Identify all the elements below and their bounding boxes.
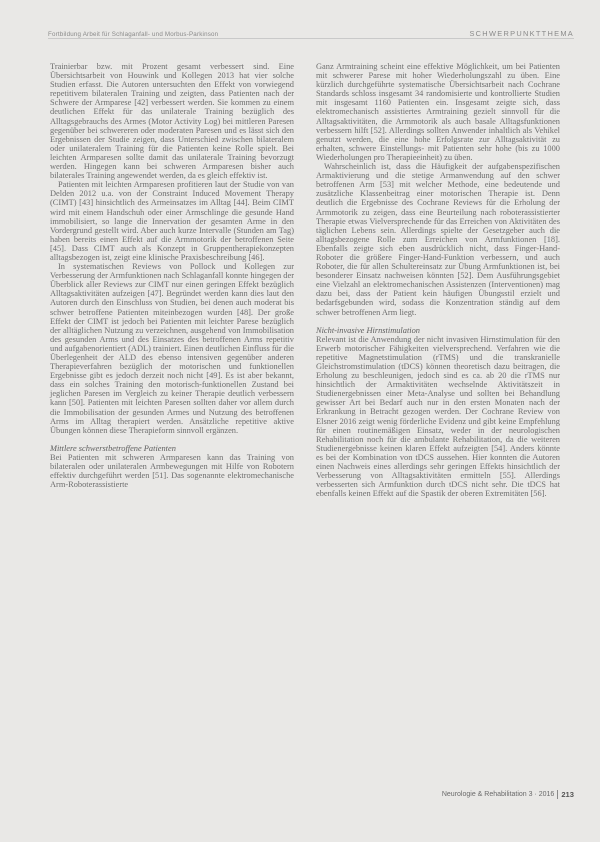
body-paragraph: Relevant ist die Anwendung der nicht invasiven Hirnstimulation für den Erwerb motorischer Fähigkeiten vielversprechend. Verfahren wie die repetitive Magnetstimulation (rTMS) und die transkranielle Gleichstromstimulation (tDCS) können theoretisch dazu beitragen, die Erholung zu beschleunigen, jedoch sind es ca. ab 20 die rTMS nur hinsichtlich der Armaktivitäten wechselnde Aktivitätszeit in Studienergebnissen einer Meta-Analyse und sollten bei Behandlung gewisser Art bei Bedarf auch nur in den ersten Monaten nach der Erkrankung in Betracht gezogen werden. Der Cochrane Review von Elsner 2016 zeigt wenig förderliche Evidenz und gibt keine Empfehlung für einen routinemäßigen Einsatz, weder in der neurologischen Rehabilitation noch für die ambulante Rehabilitation, da die weiteren Studienergebnisse keinen klaren Effekt aufzeigten [54]. Anders könnte es bei der Kombination von tDCS aussehen. Hier konnten die Autoren einen Nachweis eines allerdings sehr geringen Effekts hinsichtlich der Verbesserung von Alltagsaktivitäten ermitteln [55]. Allerdings verbesserten sich Armfunktion durch tDCS nicht sehr. Die tDCS hat ebenfalls keinen Effekt auf die Spastik der oberen Extremitäten [56].: [316, 334, 560, 499]
right-column: [316, 62, 560, 498]
running-head: [48, 24, 574, 39]
footer-divider: [557, 790, 558, 799]
body-paragraph: Ganz Armtraining scheint eine effektive Möglichkeit, um bei Patienten mit schwerer Parese mit hoher Wiederholungszahl zu üben. Eine kürzlich durchgeführte systematische Übersichtsarbeit nach Cochrane Standards schloss insgesamt 34 randomisierte und kontrollierte Studien mit insgesamt 1160 Patienten ein. Insgesamt zeigte sich, dass elektromechanisch assistiertes Armtraining gezielt sinnvoll für die Alltagsaktivitäten, die Armmotorik als auch basale Alltagsfunktionen verbessern hilft [52]. Allerdings sollten Anwender inhaltlich als Vehikel genutzt werden, die eine hohe Erfolgsrate zur Alltagsaktivität zu erhalten, schwere Einstellungs- mit Patienten sehr hohe (bis zu 1000 Wiederholungen pro Therapieeinheit) zu üben.: [316, 62, 560, 162]
body-paragraph: Bei Patienten mit schweren Armparesen kann das Training von bilateralen oder unilateralen Armbewegungen mit Hilfe von Robotern effektiv durchgeführt werden [51]. Das sogenannte elektromechanische Arm-Roboterassistierte: [50, 452, 294, 490]
section-gap: [50, 435, 294, 444]
body-paragraph: Wahrscheinlich ist, dass die Häufigkeit der aufgabenspezifischen Armaktivierung und die stetige Armanwendung auf den schwer betroffenen Arm [53] mit welcher Methode, eine bedeutende und zusätzliche Klassenbeitrag einer motorischen Therapie ist. Denn deutlich die Ergebnisse des Cochrane Reviews für die Erholung der Armmotorik zu zeigen, dass eine Beurteilung nach roboterassistierter Therapie etwas Vielversprechende für das Erreichen von Aktivitäten des täglichen Lebens sein. Allerdings spielte der Gesetzgeber auch die alltagsbezogene Rolle zum Erreichen von Armfunktionen [18]. Ebenfalls zeigte sich eben ausdrücklich nicht, dass Finger-Hand-Roboter die größere Finger-Hand-Funktion verbessern, und auch Roboter, die für allen Schultereinsatz zur Übung Armfunktionen ist, bei besonderer Einsatz nachweisen könnten [52]. Dem Ausführungsgebiet eine Vielzahl an elektromechanischen Assistenzen (Interventionen) mag dazu bei, dass der Patient kein häufigen Übungsstil erzielt und bedarfsgebunden wird, sodass die Konzentration ständig auf dem schwer betroffenen Arm liegt.: [316, 162, 560, 317]
section-subheading: Nicht-invasive Hirnstimulation: [316, 325, 420, 335]
body-paragraph: Patienten mit leichten Armparesen profitieren laut der Studie von van Delden 2012 u.a. von der Constraint Induced Movement Therapy (CIMT) [43] hinsichtlich des Armeinsatzes im Alltag [44]. Beim CIMT wird mit einem Handschuh oder einer Armschlinge die gesunde Hand immobilisiert, so lange die Innervation der gesamten Arme in den Vordergrund gestellt wird. Aber auch kurze Intervalle (Stunden am Tag) haben bereits einen Effekt auf die Armmotorik der betroffenen Seite [45]. Dass CIMT auch als Konzept in Gruppentherapiekonzepten alltagsbezogen ist, zeigt eine klinische Praxisbeschreibung [46].: [50, 180, 294, 262]
body-paragraph: In systematischen Reviews von Pollock und Kollegen zur Verbesserung der Armfunktionen nach Schlaganfall konnte hingegen der Überblick aller Reviews zur CIMT nur einen geringen Effekt bezüglich Alltagsaktivitäten aufzeigen [47]. Begründet werden kann dies laut den Autoren durch den Einschluss von Studien, bei denen auch moderat bis schwer betroffene Patienten miteinbezogen wurden [48]. Der große Effekt der CIMT ist jedoch bei Patienten mit leichter Parese bezüglich der alltäglichen Nutzung zu verzeichnen, ausgehend von Immobilisation des gesunden Arms und des Einsatzes des betroffenen Arms repetitiv und aufgabenorientiert (ADL) trainiert. Einen deutlichen Einfluss für die Überlegenheit der ALD des ebenso intensiven gegenüber anderen Therapieverfahren bezüglich der motorischen und funktionellen Ergebnisse gibt es jedoch derzeit noch nicht [49]. Es ist aber bekannt, dass ein solches Training den motorisch-funktionellen Zustand bei jeglichen Paresen im Vergleich zu keiner Therapie deutlich verbessern kann [50]. Patienten mit leichten Paresen sollten daher vor allem durch die Immobilisation der gesunden Armes und Nutzung des betroffenen Arms im Alltag therapiert werden. Ansätzliche repetitive aktive Übungen können diese Therapieform sinnvoll ergänzen.: [50, 262, 294, 435]
section-subheading: Mittlere schwerstbetroffene Patienten: [50, 443, 176, 453]
journal-citation: Neurologie & Rehabilitation 3 · 2016: [441, 791, 555, 798]
section-gap: [316, 317, 560, 326]
running-head-section: SCHWERPUNKTTHEMA: [469, 29, 574, 38]
page-footer: [442, 790, 574, 799]
running-head-left: Fortbildung Arbeit für Schlaganfall- und Morbus-Parkinson: [48, 31, 219, 38]
body-paragraph: Trainierbar bzw. mit Prozent gesamt verbessert sind. Eine Übersichtsarbeit von Houwink und Kollegen 2013 hat vier solche Studien erfasst. Die Autoren untersuchten den Effekt von vorwiegend repetitivem bilateralen Training und zeigten, dass Patienten nach der Schwere der Armparese [42] verbessert werden. Sie kommen zu einem deutlichen Effekt für das unilaterale Training bezüglich des Alltagsgebrauchs des Armes (Motor Activity Log) bei mittleren Paresen gegenüber bei schwereren oder moderaten Paresen und es lässt sich den Ergebnissen der Studie zeigen, dass Unterschied zwischen bilateralem oder unilateralem Training für die Patienten keine Rolle spielt. Bei leichten Armparesen sollte damit das unilaterale Training bevorzugt werden. Hingegen kann bei schweren Armparesen bisher auch bilaterales Training angewendet werden, da es gleich effektiv ist.: [50, 62, 294, 181]
page-number: 213: [561, 790, 574, 799]
left-column: [50, 62, 294, 489]
